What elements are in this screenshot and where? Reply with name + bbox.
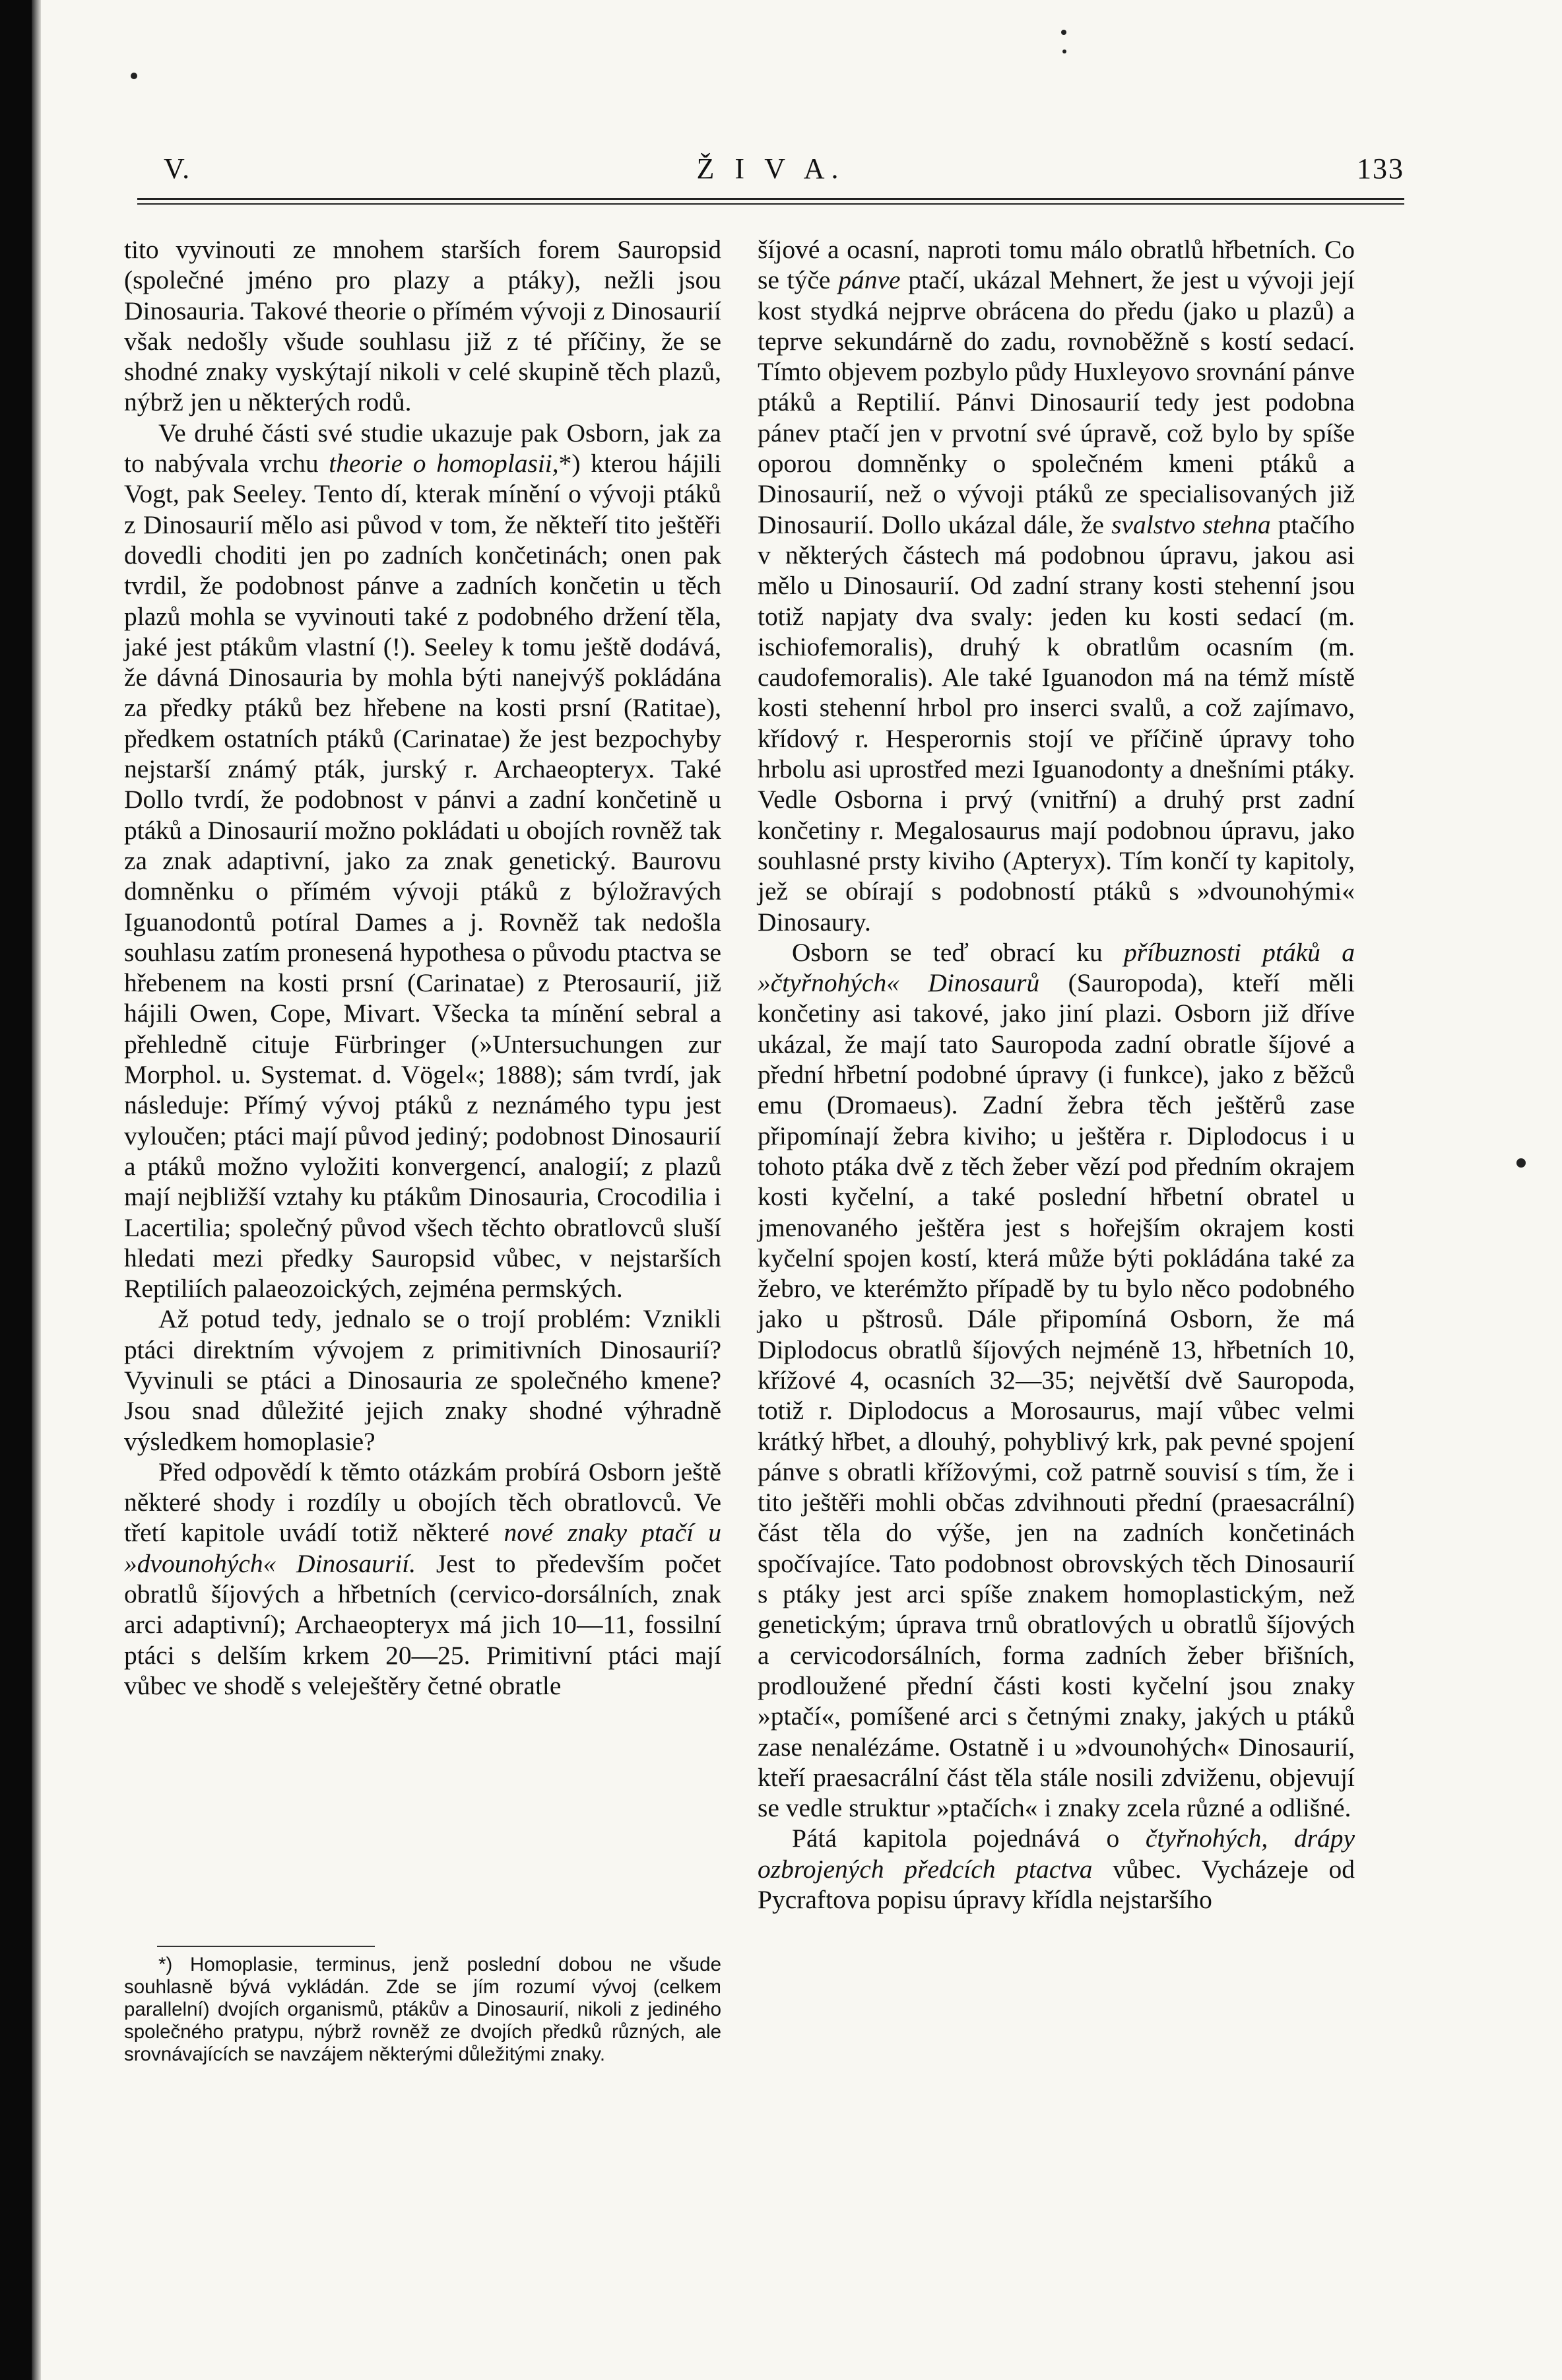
scan-border — [0, 0, 32, 2380]
paragraph: Osborn se teď obrací ku příbuznosti ptáků a »čtyřnohých« Dinosaurů (Sauropoda), kteří měli končetiny asi takové, jako jiní plazi. Osborn již dříve ukázal, že mají tato Sauropoda zadní obratle šíjové a přední hřbetní podobné úpravy (i funkce), jako z běžců emu (Dromaeus). Zadní žebra těch ještěrů zase připomínají žebra kiviho; u ještěra r. Diplodocus i u tohoto ptáka dvě z těch žeber vězí pod předním okrajem kosti kyčelní, a také poslední hřbetní obratel u jmenovaného ještěra jest s hořejším okrajem kosti kyčelní spojen kostí, která může býti pokládána také za žebro, ve kterémžto případě by tu bylo něco podobného jako u pštrosů. Dále připomíná Osborn, že má Diplodocus obratlů šíjových nejméně 13, hřbetních 10, křížové 4, ocasních 32—35; největší dvě Sauropoda, totiž r. Diplodocus a Morosaurus, mají vůbec velmi krátký hřbet, a dlouhý, pohyblivý krk, pak pevné spojení pánve s obratli křížovými, což patrně souvisí s tím, že i tito ještěři mohli občas zdvihnouti přední (praesacrální) část těla do výše, jen na zadních končetinách spočívajíce. Tato podobnost obrovských těch Dinosaurií s ptáky jest arci spíše znakem homoplastickým, než genetickým; úprava trnů obratlových u obratlů šíjových a cervicodorsálních, forma zadních žeber břišních, prodloužené přední části kosti kyčelní jsou znaky »ptačí«, pomíšené arci s četnými znaky, jakých u ptáků zase nenalézáme. Ostatně i u »dvounohých« Dinosaurií, kteří praesacrální část těla stále nosili zdviženu, objevují se vedle struktur »ptačích« i znaky zcela různé a odlišné. — [758, 937, 1355, 1823]
journal-page — [32, 0, 1562, 2380]
volume-number: V. — [164, 152, 191, 185]
emphasis: čtyřnohých, drápy ozbrojených předcích ptactva — [758, 1824, 1355, 1884]
emphasis: příbuznosti ptáků a »čtyřnohých« Dinosaurů — [758, 937, 1355, 998]
footnote-rule — [157, 1946, 375, 1947]
paragraph: Až potud tedy, jednalo se o trojí problém: Vznikli ptáci direktním vývojem z primitivních Dinosaurií? Vyvinuli se ptáci a Dinosauria ze společného kmene? Jsou snad důležité jejich znaky shodné výhradně výsledkem homoplasie? — [124, 1304, 721, 1456]
scan-speck — [1516, 1158, 1526, 1168]
emphasis: svalstvo stehna — [1111, 510, 1271, 539]
journal-title: Ž I V A. — [696, 152, 845, 185]
emphasis: theorie o homoplasii, — [329, 449, 559, 479]
paragraph: tito vyvinouti ze mnohem starších forem Sauropsid (společné jméno pro plazy a ptáky), nežli jsou Dinosauria. Takové theorie o přímém vývoji z Dinosaurií však nedošly všude souhlasu již z té příčiny, že se shodné znaky vyskýtají nikoli v celé skupině těch plazů, nýbrž jen u některých rodů. — [124, 235, 721, 417]
header-rule-top — [137, 198, 1404, 200]
running-header — [137, 152, 1404, 191]
left-column — [124, 234, 721, 1701]
scan-speck — [1061, 30, 1066, 35]
footnote — [124, 1954, 721, 2066]
paragraph: šíjové a ocasní, naproti tomu málo obratlů hřbetních. Co se týče pánve ptačí, ukázal Mehnert, že jest u vývoji její kost stydká nejprve obrácena do předu (jako u plazů) a teprve sekundárně do zadu, rovnoběžně s kostí sedací. Tímto objevem pozbylo půdy Huxleyovo srovnání pánve ptáků a Reptilií. Pánvi Dinosaurií tedy jest podobna pánev ptačí jen v prvotní své úpravě, což bylo by spíše oporou domněnky o společném kmeni ptáků a Dinosaurií, než o vývoji ptáků ze specialisovaných již Dinosaurií. Dollo ukázal dále, že svalstvo stehna ptačího v některých částech má podobnou úpravu, jakou asi mělo u Dinosaurií. Od zadní strany kosti stehenní jsou totiž napjaty dva svaly: jeden ku kosti sedací (m. ischiofemoralis), druhý k obratlům ocasním (m. caudofemoralis). Ale také Iguanodon má na témž místě kosti stehenní hrbol pro inserci svalů, a což zajímavo, křídový r. Hesperornis stojí ve příčině úpravy toho hrbolu asi uprostřed mezi Iguanodonty a dnešními ptáky. Vedle Osborna i prvý (vnitřní) a druhý prst zadní končetiny r. Megalosaurus mají podobnou úpravu, jako souhlasné prsty kiviho (Apteryx). Tím končí ty kapitoly, jež se obírají s podobností ptáků s »dvounohými« Dinosaury. — [758, 235, 1355, 937]
emphasis: pánve — [838, 265, 901, 295]
paragraph: Před odpovědí k těmto otázkám probírá Osborn ještě některé shody i rozdíly u obojích těch obratlovců. Ve třetí kapitole uvádí totiž některé nové znaky ptačí u »dvounohých« Dinosaurií. Jest to především počet obratlů šíjových a hřbetních (cervico-dorsálních, znak arci adaptivní); Archaeopteryx má jich 10—11, fossilní ptáci s delším krkem 20—25. Primitivní ptáci mají vůbec ve shodě s veleještěry četné obratle — [124, 1457, 721, 1700]
page-number: 133 — [1357, 152, 1404, 185]
paragraph: Ve druhé části své studie ukazuje pak Osborn, jak za to nabývala vrchu theorie o homoplasii,*) kterou hájili Vogt, pak Seeley. Tento dí, kterak mínění o vývoji ptáků z Dinosaurií mělo asi původ v tom, že někteří tito ještěři dovedli choditi jen po zadních končetinách; onen pak tvrdil, že podobnost pánve a zadních končetin u těch plazů mohla se vyvinouti také z podobného držení těla, jaké jest ptákům vlastní (!). Seeley k tomu ještě dodává, že dávná Dinosauria by mohla býti nanejvýš pokládána za předky ptáků bez hřebene na kosti prsní (Ratitae), předkem ostatních ptáků (Carinatae) že jest bezpochyby nejstarší známý pták, jurský r. Archaeopteryx. Také Dollo tvrdí, že podobnost v pánvi a zadní končetině u ptáků a Dinosaurií možno pokládati u obojích rovněž tak za znak adaptivní, jako za znak genetický. Baurovu domněnku o přímém vývoji ptáků z býložravých Iguanodontů potíral Dames a j. Rovněž tak nedošla souhlasu zatím pronesená hypothesa o původu ptactva se hřebenem na kosti prsní (Carinatae) z Pterosaurií, již hájili Owen, Cope, Mivart. Všecka ta mínění sebral a přehledně cituje Fürbringer (»Untersuchungen zur Morphol. u. Systemat. d. Vögel«; 1888); sám tvrdí, jak následuje: Přímý vývoj ptáků z neznámého typu jest vyloučen; ptáci mají původ jediný; podobnost Dinosaurií a ptáků možno vyložiti konvergencí, analogií; z plazů mají nejbližší vztahy ku ptákům Dinosauria, Crocodilia i Lacertilia; společný původ všech těchto obratlovců sluší hledati mezi předky Sauropsid vůbec, v nejstarších Reptiliích palaeozoických, zejména permských. — [124, 418, 721, 1304]
emphasis: nové znaky ptačí u »dvounohých« Dinosaurií. — [124, 1518, 721, 1578]
page-edge-shadow — [32, 0, 41, 2380]
right-column — [758, 234, 1355, 1915]
scan-speck — [1062, 50, 1066, 53]
paragraph: Pátá kapitola pojednává o čtyřnohých, drápy ozbrojených předcích ptactva vůbec. Vycházeje od Pycraftova popisu úpravy křídla nejstaršího — [758, 1824, 1355, 1915]
header-rule-bottom — [137, 203, 1404, 205]
scan-speck — [131, 73, 137, 79]
footnote-text: *) Homoplasie, terminus, jenž poslední dobou ne všude souhlasně bývá vykládán. Zde se jím rozumí vývoj (celkem parallelní) dvojích organismů, ptákův a Dinosaurií, nikoli z jediného společného pratypu, nýbrž rovněž ze dvojích předků různých, ale srovnávajících se navzájem některými důležitými znaky. — [124, 1954, 721, 2065]
